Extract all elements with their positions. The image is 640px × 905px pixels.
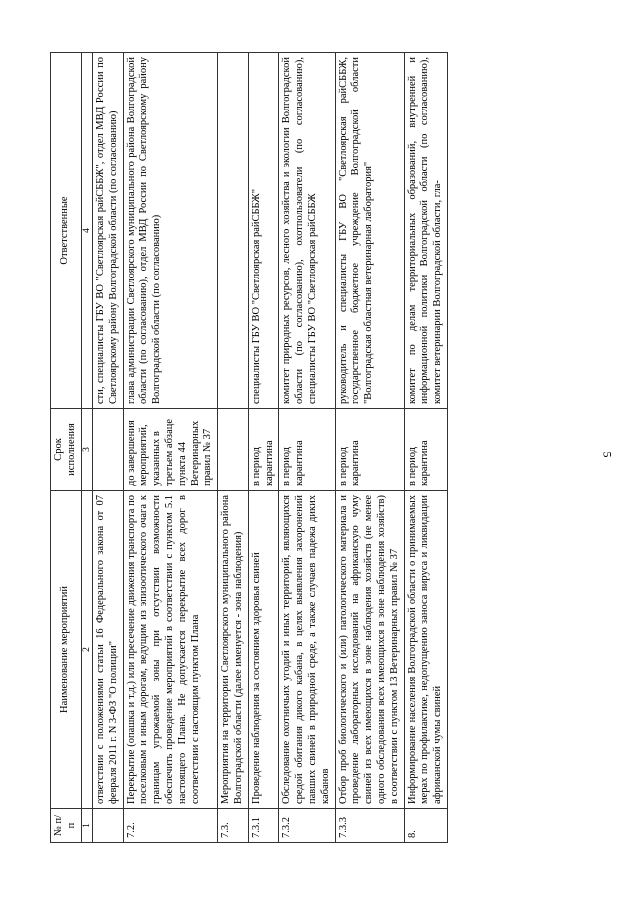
row-number: 8.	[404, 809, 447, 843]
header-number: № п/п	[51, 809, 82, 843]
row-deadline: в период карантина	[248, 409, 279, 491]
row-responsible: глава администрации Светлоярского муниципального района Волгоградской области (по согласованию), отдел МВД России по Светлоярскому району Волгоградской области (по согласованию)	[123, 53, 218, 409]
table-row	[404, 53, 447, 843]
row-measure: Информирование населения Волгоградской области о принимаемых мерах по профилактике, недопущению заноса вируса и ликвидации африканской чумы свиней	[404, 491, 447, 809]
table-row	[335, 53, 404, 843]
row-number: 7.3.1	[248, 809, 279, 843]
table-row	[279, 53, 335, 843]
column-number-row	[81, 53, 92, 843]
row-measure: Мероприятия на территории Светлоярского муниципального района Волгоградской области (далее именуется - зона наблюдения)	[218, 491, 249, 809]
table-row	[248, 53, 279, 843]
row-responsible: сти, специалисты ГБУ ВО "Светлоярская райСББЖ", отдел МВД России по Светлоярскому району Волгоградской области (по согласованию)	[93, 53, 124, 409]
row-responsible: руководитель и специалисты ГБУ ВО "Светлоярская райСББЖ, государственное бюджетное учреждение Волгоградской области "Волгоградская областная ветеринарная лаборатория"	[335, 53, 404, 409]
row-deadline	[218, 409, 249, 491]
row-responsible	[218, 53, 249, 409]
row-deadline: до завершения мероприятий, указанных в третьем абзаце пункта 44 Ветеринарных правил № 37	[123, 409, 218, 491]
row-responsible: комитет по делам территориальных образований, внутренней и информационной политики Волгоградской области (по согласованию), комитет ветеринарии Волгоградской области, гла-	[404, 53, 447, 409]
column-number: 4	[81, 53, 92, 409]
row-number: 7.3.3	[335, 809, 404, 843]
measures-table	[50, 52, 448, 843]
row-measure: Отбор проб биологического и (или) патологического материала и проведение лабораторных исследований на африканскую чуму свиней из всех имеющихся в зоне наблюдения хозяйств (не менее одного обследования всех имеющихся в зоне наблюдения хозяйств) в соответствии с пунктом 13 Ветеринарных правил № 37	[335, 491, 404, 809]
column-number: 1	[81, 809, 92, 843]
rotated-page-content	[50, 53, 590, 843]
row-deadline: в период карантина	[279, 409, 335, 491]
header-deadline: Срок исполнения	[51, 409, 82, 491]
row-measure: ответствии с положениями статьи 16 Федерального закона от 07 февраля 2011 г. N 3-ФЗ "О полиции"	[93, 491, 124, 809]
row-number: 7.3.	[218, 809, 249, 843]
column-number: 3	[81, 409, 92, 491]
row-number	[93, 809, 124, 843]
header-measure: Наименование мероприятий	[51, 491, 82, 809]
column-number: 2	[81, 491, 92, 809]
table-row	[93, 53, 124, 843]
row-responsible: комитет природных ресурсов, лесного хозяйства и экологии Волгоградской области (по согласованию), охотпользователи (по согласованию), специалисты ГБУ ВО "Светлоярская райСББЖ	[279, 53, 335, 409]
header-responsible: Ответственные	[51, 53, 82, 409]
row-measure: Проведение наблюдения за состоянием здоровья свиней	[248, 491, 279, 809]
row-deadline	[93, 409, 124, 491]
row-measure: Обследование охотничьих угодий и иных территорий, являющихся средой обитания дикого кабана, в целях выявления захоронений павших свиней в природной среде, а также случаев падежа диких кабанов	[279, 491, 335, 809]
table-row	[218, 53, 249, 843]
row-measure: Перекрытие (опашка и т.д.) или пресечение движения транспорта по поселковым и иным дорогам, ведущим из эпизоотического очага к границам угрожаемой зоны при отсутствии возможности обеспечить проведение мероприятий в соответствии с пунктом 5.1 настоящего Плана. Не допускается перекрытие всех дорог в соответствии с настоящим пунктом Плана	[123, 491, 218, 809]
row-deadline: в период карантина	[335, 409, 404, 491]
row-responsible: специалисты ГБУ ВО "Светлоярская райСББЖ"	[248, 53, 279, 409]
row-number: 7.2.	[123, 809, 218, 843]
table-row	[123, 53, 218, 843]
page-number: 5	[600, 451, 615, 458]
row-deadline: в период карантина	[404, 409, 447, 491]
row-number: 7.3.2	[279, 809, 335, 843]
table-header-row	[51, 53, 82, 843]
